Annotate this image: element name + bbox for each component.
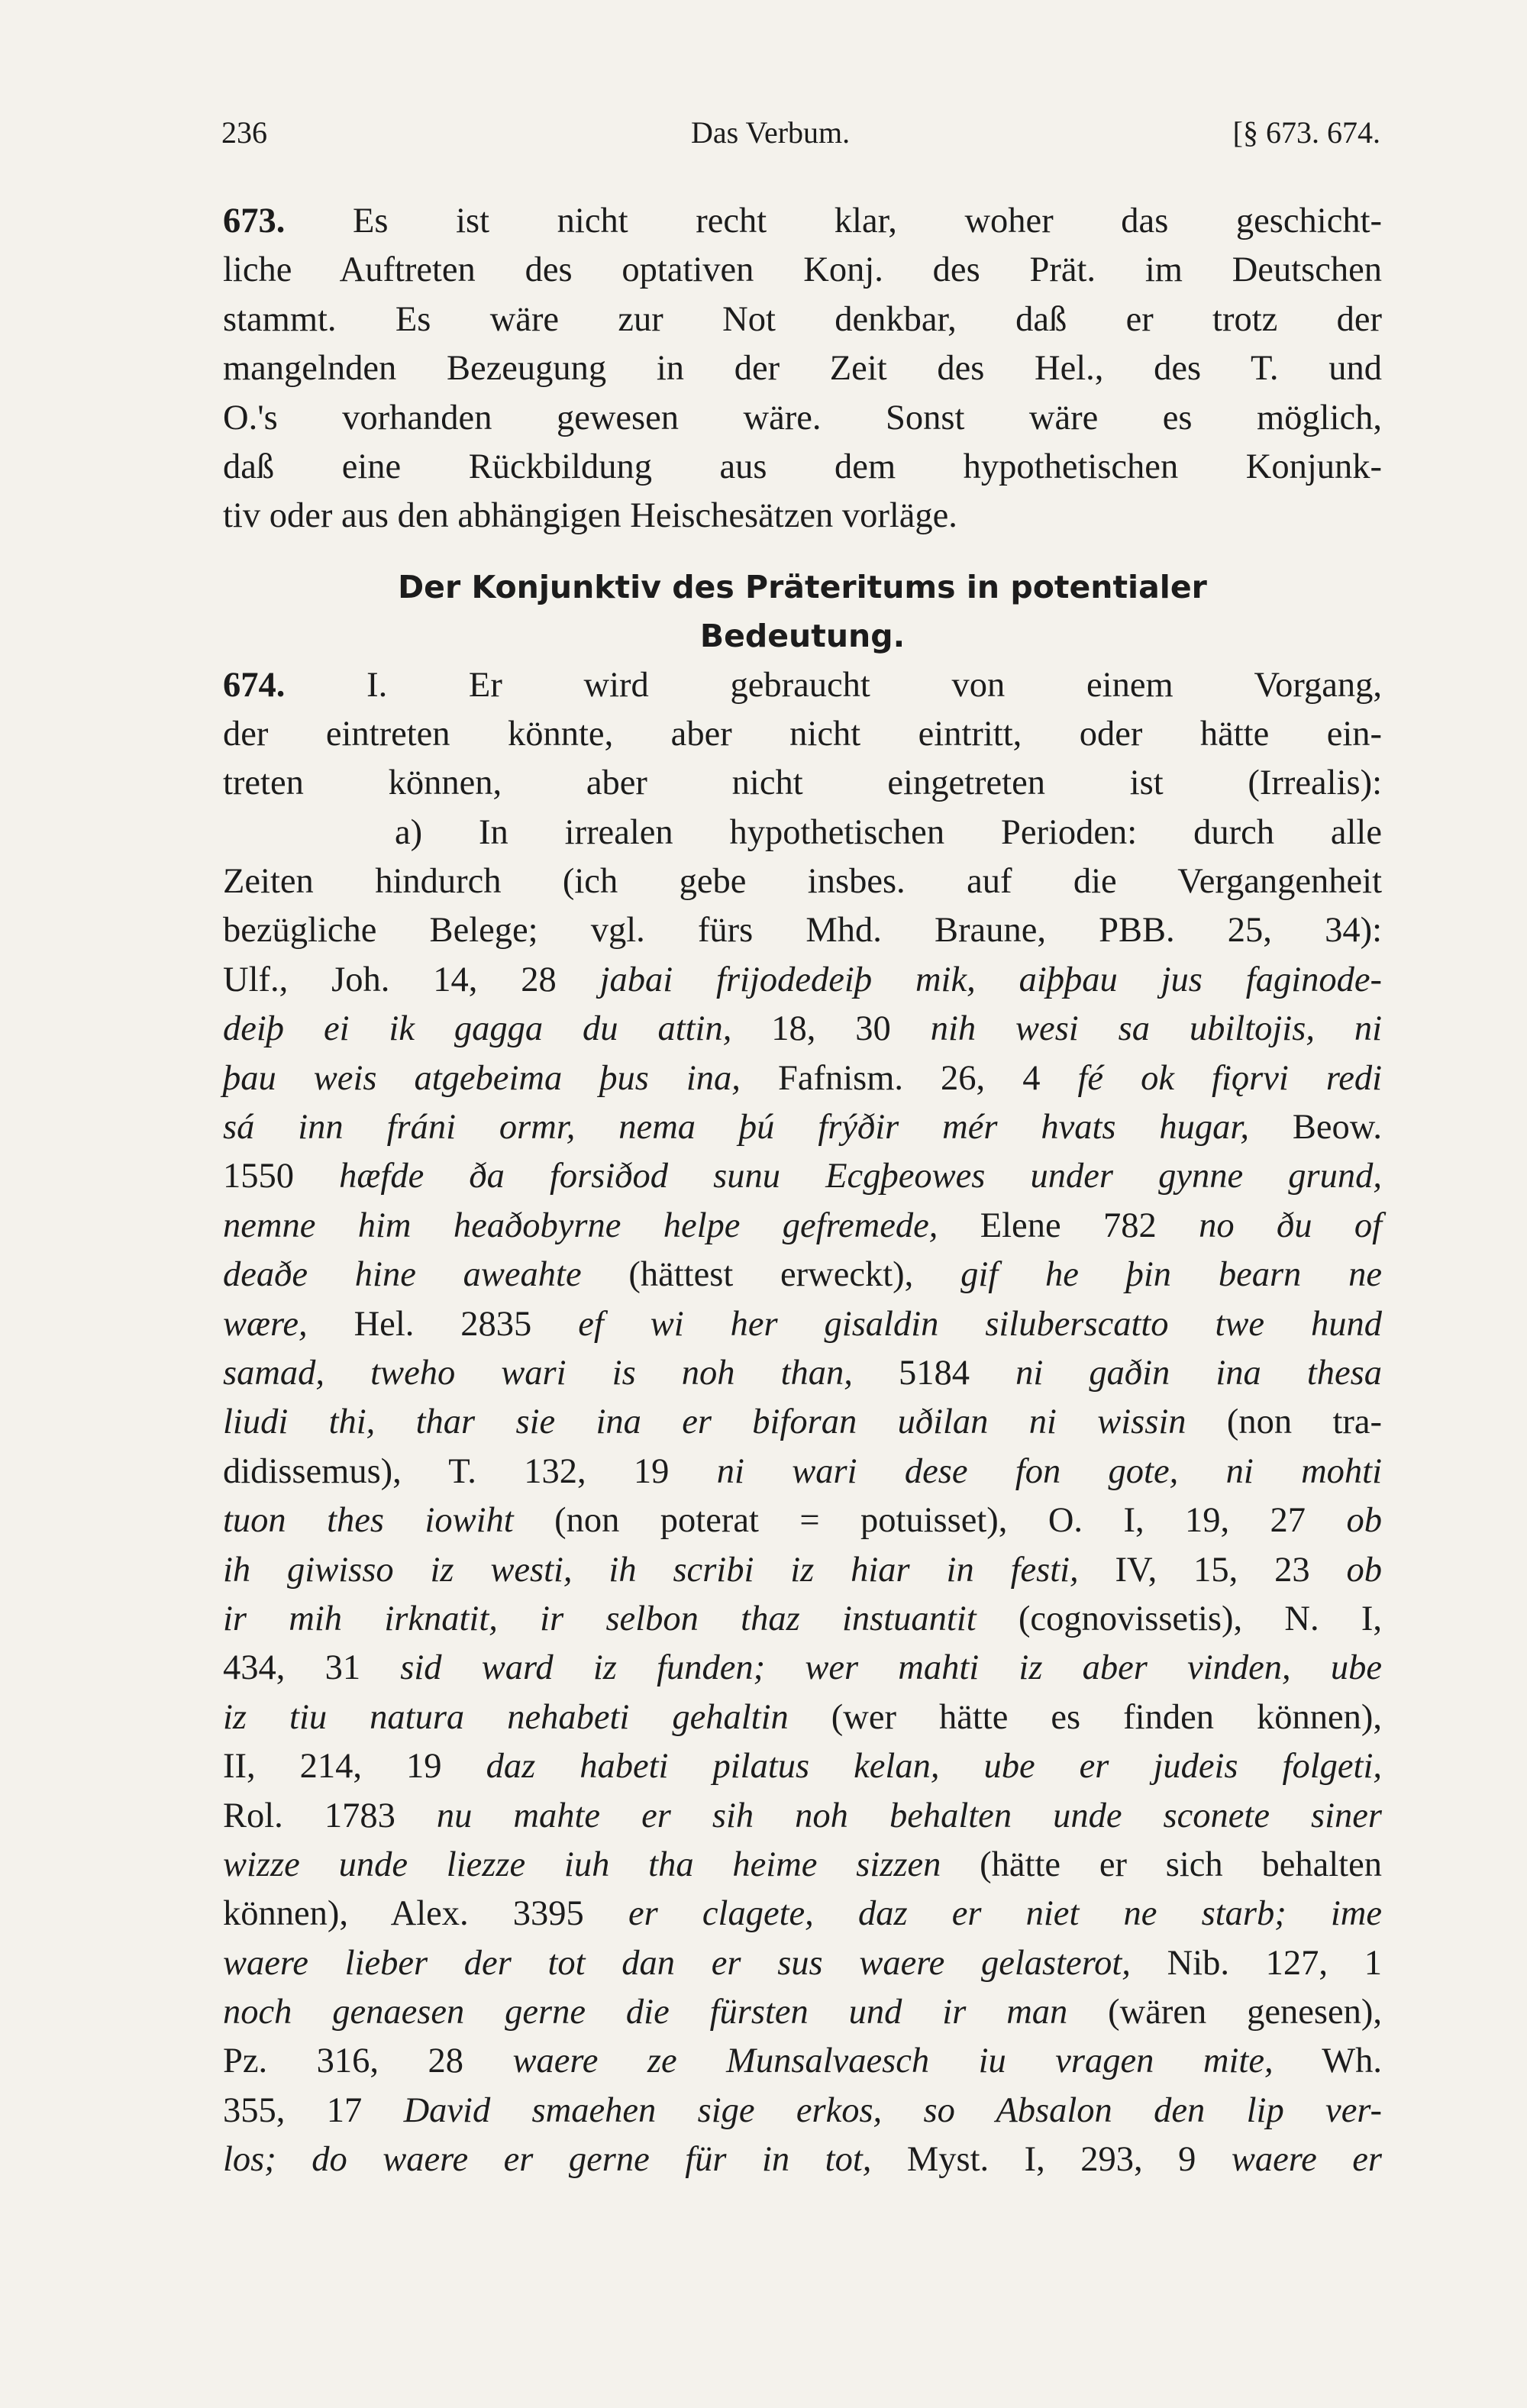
text-segment: (wären genesen), <box>1067 1993 1382 2032</box>
text-segment: können), Alex. 3395 <box>223 1894 628 1934</box>
text-line <box>223 197 1382 246</box>
text-line <box>223 2037 1382 2086</box>
text-line <box>223 661 1382 710</box>
text-segment: Elene 782 <box>938 1206 1199 1245</box>
quoted-citation: jabai frijodedeiþ mik, aiþþau jus faginode- <box>599 960 1382 999</box>
text-line <box>223 295 1382 344</box>
text-line <box>223 2135 1382 2184</box>
text-line <box>223 1398 1382 1447</box>
text-segment: Wh. <box>1273 2042 1382 2081</box>
text-line <box>223 1496 1382 1545</box>
quoted-citation: waere ze Munsalvaesch iu vragen mite, <box>512 2042 1274 2081</box>
text-line <box>223 1448 1382 1496</box>
text-line <box>223 492 1382 541</box>
quoted-citation: noch genaesen gerne die fürsten und ir man <box>223 1993 1068 2032</box>
text-segment: Nib. 127, 1 <box>1130 1943 1382 1983</box>
text-line <box>223 1054 1382 1103</box>
quoted-citation: waere er <box>1231 2140 1382 2180</box>
quoted-citation: ir mih irknatit, ir selbon thaz instuantit <box>223 1599 977 1638</box>
text-segment: Rol. 1783 <box>223 1796 437 1835</box>
body-text <box>223 197 1382 2185</box>
quoted-citation: liudi thi, thar sie ina er biforan uðilan ni wissin <box>223 1403 1186 1442</box>
quoted-citation: ob <box>1346 1550 1382 1590</box>
text-segment: a) In irrealen hypothetischen Perioden: durch alle <box>395 812 1382 852</box>
text-line <box>223 1546 1382 1595</box>
text-segment: Es ist nicht recht klar, woher das geschicht- <box>285 202 1382 240</box>
section-reference: [§ 673. 674. <box>1232 115 1380 150</box>
page-number: 236 <box>221 115 267 150</box>
text-segment: mangelnden Bezeugung in der Zeit des Hel., des T. und <box>223 349 1382 389</box>
text-line <box>223 1693 1382 1742</box>
text-line <box>223 1300 1382 1349</box>
text-segment: 355, 17 <box>223 2090 404 2130</box>
quoted-citation: los; do waere er gerne für in tot, <box>223 2140 872 2180</box>
text-line <box>223 2087 1382 2135</box>
text-segment: stammt. Es wäre zur Not denkbar, daß er trotz der <box>223 299 1382 339</box>
quoted-citation: gif he þin bearn ne <box>960 1255 1382 1295</box>
quoted-citation: ef wi her gisaldin siluberscatto twe hund <box>578 1304 1383 1344</box>
section-674 <box>223 661 1382 2185</box>
text-segment: Beow. <box>1249 1108 1382 1148</box>
text-line <box>223 1595 1382 1644</box>
text-line <box>223 1103 1382 1152</box>
quoted-citation: hæfde ða forsiðod sunu Ecgþeowes under gynne grund, <box>339 1157 1382 1196</box>
quoted-citation: David smaehen sige erkos, so Absalon den lip ver- <box>403 2090 1382 2130</box>
text-line <box>223 1349 1382 1398</box>
text-line <box>223 1251 1382 1299</box>
section-number: 674. <box>223 665 286 705</box>
text-segment: 18, 30 <box>731 1009 931 1049</box>
text-line <box>223 344 1382 393</box>
text-line <box>223 1742 1382 1791</box>
text-segment: Zeiten hindurch (ich gebe insbes. auf die Vergangenheit <box>223 862 1382 902</box>
text-segment: (hättest erweckt), <box>581 1255 961 1295</box>
quoted-citation: ni wari dese fon gote, ni mohti <box>716 1451 1382 1491</box>
text-line <box>223 1644 1382 1693</box>
quoted-citation: tuon thes iowiht <box>223 1501 514 1541</box>
text-segment: 5184 <box>852 1353 1016 1393</box>
text-segment: Fafnism. 26, 4 <box>740 1058 1078 1098</box>
quoted-citation: iz tiu natura nehabeti gehaltin <box>223 1697 789 1737</box>
quoted-citation: nemne him heaðobyrne helpe gefremede, <box>223 1206 938 1245</box>
quoted-citation: deaðe hine aweahte <box>223 1255 582 1295</box>
text-line <box>223 246 1382 295</box>
text-segment: (wer hätte es finden können), <box>788 1697 1382 1737</box>
quoted-citation: no ðu of <box>1199 1206 1382 1245</box>
quoted-citation: waere lieber der tot dan er sus waere gelasterot, <box>223 1943 1131 1983</box>
text-line <box>223 1890 1382 1938</box>
text-segment: IV, 15, 23 <box>1078 1550 1347 1590</box>
quoted-citation: wære, <box>223 1304 308 1344</box>
text-line <box>223 809 1382 857</box>
text-segment: 434, 31 <box>223 1648 401 1688</box>
text-segment: O.'s vorhanden gewesen wäre. Sonst wäre es möglich, <box>223 398 1382 437</box>
text-segment: Pz. 316, 28 <box>223 2042 513 2081</box>
text-line <box>223 906 1382 955</box>
quoted-citation: sid ward iz funden; wer mahti iz aber vinden, ube <box>400 1648 1383 1688</box>
text-segment: daß eine Rückbildung aus dem hypothetischen Konjunk- <box>223 447 1382 486</box>
text-segment: tiv oder aus den abhängigen Heischesätzen vorläge. <box>223 496 957 536</box>
text-line <box>223 1841 1382 1890</box>
quoted-citation: ih giwisso iz westi, ih scribi iz hiar in festi, <box>223 1550 1079 1590</box>
quoted-citation: wizze unde liezze iuh tha heime sizzen <box>223 1845 941 1884</box>
quoted-citation: ni gaðin ina thesa <box>1015 1353 1382 1393</box>
text-line <box>223 1988 1382 2037</box>
text-segment: treten können, aber nicht eingetreten ist (Irrealis): <box>223 763 1382 803</box>
text-segment: liche Auftreten des optativen Konj. des Prät. im Deutschen <box>223 250 1382 290</box>
text-segment: (non poterat = potuisset), O. I, 19, 27 <box>513 1501 1347 1541</box>
text-segment: II, 214, 19 <box>223 1747 486 1787</box>
quoted-citation: sá inn fráni ormr, nema þú frýðir mér hvats hugar, <box>223 1108 1249 1148</box>
quoted-citation: þau weis atgebeima þus ina, <box>223 1058 741 1098</box>
quoted-citation: er clagete, daz er niet ne starb; ime <box>628 1894 1383 1934</box>
running-title: Das Verbum. <box>691 115 851 150</box>
text-segment: der eintreten könnte, aber nicht eintritt, oder hätte ein- <box>223 714 1382 754</box>
quoted-citation: daz habeti pilatus kelan, ube er judeis folgeti, <box>486 1747 1382 1787</box>
text-segment: Ulf., Joh. 14, 28 <box>223 960 600 999</box>
quoted-citation: ob <box>1346 1501 1382 1541</box>
text-segment: didissemus), T. 132, 19 <box>223 1451 717 1491</box>
text-line <box>223 1005 1382 1054</box>
text-segment: I. Er wird gebraucht von einem Vorgang, <box>285 665 1382 705</box>
text-segment: Myst. I, 293, 9 <box>871 2140 1232 2180</box>
section-673 <box>223 197 1382 541</box>
section-number: 673. <box>223 202 286 240</box>
quoted-citation: deiþ ei ik gagga du attin, <box>223 1009 732 1049</box>
text-segment: bezügliche Belege; vgl. fürs Mhd. Braune, PBB. 25, 34): <box>223 911 1382 951</box>
text-segment: 1550 <box>223 1157 340 1196</box>
text-line <box>223 956 1382 1005</box>
text-segment: (non tra- <box>1186 1403 1382 1442</box>
quoted-citation: nu mahte er sih noh behalten unde sconete siner <box>436 1796 1383 1835</box>
text-line <box>223 394 1382 443</box>
text-segment: (cognovissetis), N. I, <box>976 1599 1382 1638</box>
spacer <box>223 541 1382 563</box>
text-segment: Hel. 2835 <box>307 1304 579 1344</box>
text-segment: (hätte er sich behalten <box>941 1845 1382 1884</box>
text-line <box>223 1152 1382 1201</box>
text-line <box>223 1939 1382 1988</box>
section-heading-line-1: Der Konjunktiv des Präteritums in potentialer <box>398 568 1207 605</box>
quoted-citation: samad, tweho wari is noh than, <box>223 1353 853 1393</box>
section-heading-line-2: Bedeutung. <box>699 618 906 655</box>
quoted-citation: fé ok fiǫrvi redi <box>1077 1058 1383 1098</box>
text-line <box>223 1792 1382 1841</box>
text-line <box>223 710 1382 759</box>
text-line <box>223 759 1382 808</box>
running-head <box>221 115 1380 160</box>
quoted-citation: nih wesi sa ubiltojis, ni <box>930 1009 1383 1049</box>
text-line <box>223 443 1382 492</box>
text-line <box>223 857 1382 906</box>
text-line <box>223 1202 1382 1251</box>
